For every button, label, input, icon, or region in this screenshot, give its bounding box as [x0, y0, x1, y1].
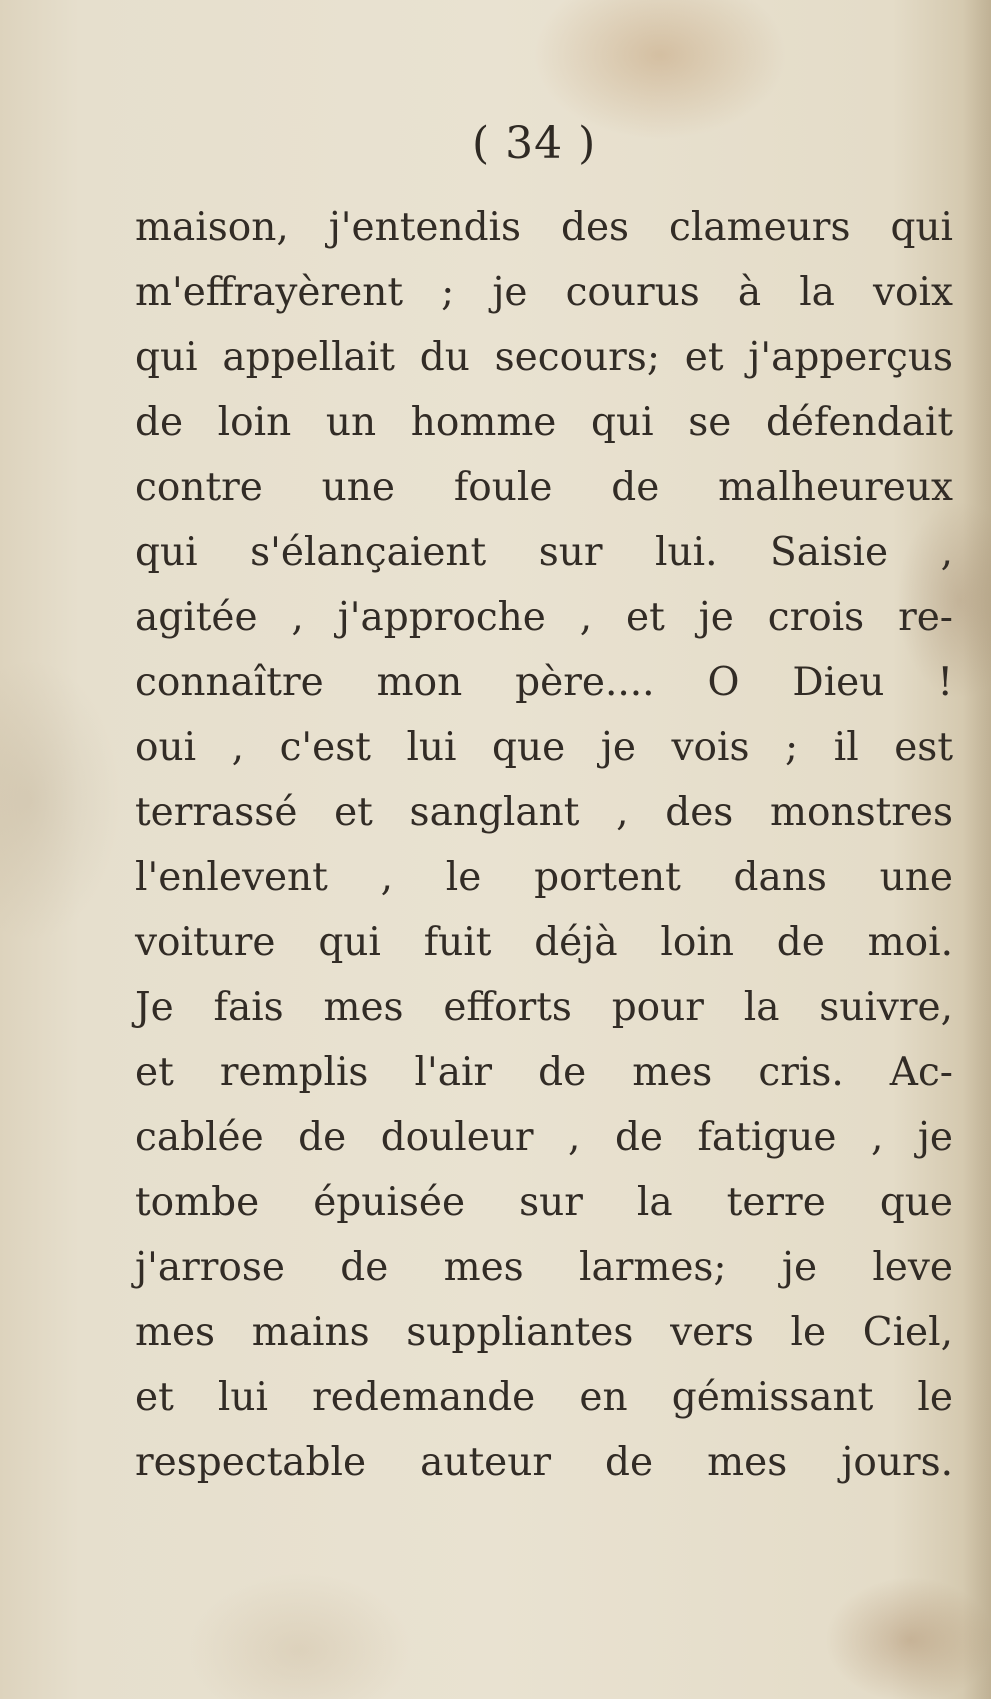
text-line: agitée , j'approche , et je crois re- — [135, 595, 953, 640]
text-line: oui , c'est lui que je vois ; il est — [135, 725, 953, 770]
text-line: Je fais mes efforts pour la suivre, — [135, 985, 953, 1030]
text-line: et remplis l'air de mes cris. Ac- — [135, 1050, 953, 1095]
text-line: et lui redemande en gémissant le — [135, 1375, 953, 1420]
text-line: contre une foule de malheureux — [135, 465, 953, 510]
text-line: terrassé et sanglant , des monstres — [135, 790, 953, 835]
text-line: respectable auteur de mes jours. — [135, 1440, 953, 1485]
text-line: l'enlevent , le portent dans une — [135, 855, 953, 900]
text-line: j'arrose de mes larmes; je leve — [135, 1245, 953, 1290]
text-line: tombe épuisée sur la terre que — [135, 1180, 953, 1225]
text-line: de loin un homme qui se défendait — [135, 400, 953, 445]
text-line: cablée de douleur , de fatigue , je — [135, 1115, 953, 1160]
text-line: qui appellait du secours; et j'apperçus — [135, 335, 953, 380]
text-line: voiture qui fuit déjà loin de moi. — [135, 920, 953, 965]
text-line: maison, j'entendis des clameurs qui — [135, 205, 953, 250]
text-line: mes mains suppliantes vers le Ciel, — [135, 1310, 953, 1355]
text-line: connaître mon père.... O Dieu ! — [135, 660, 953, 705]
text-line: qui s'élançaient sur lui. Saisie , — [135, 530, 953, 575]
page-number: ( 34 ) — [472, 118, 597, 169]
text-line: m'effrayèrent ; je courus à la voix — [135, 270, 953, 315]
body-text — [135, 195, 953, 1495]
